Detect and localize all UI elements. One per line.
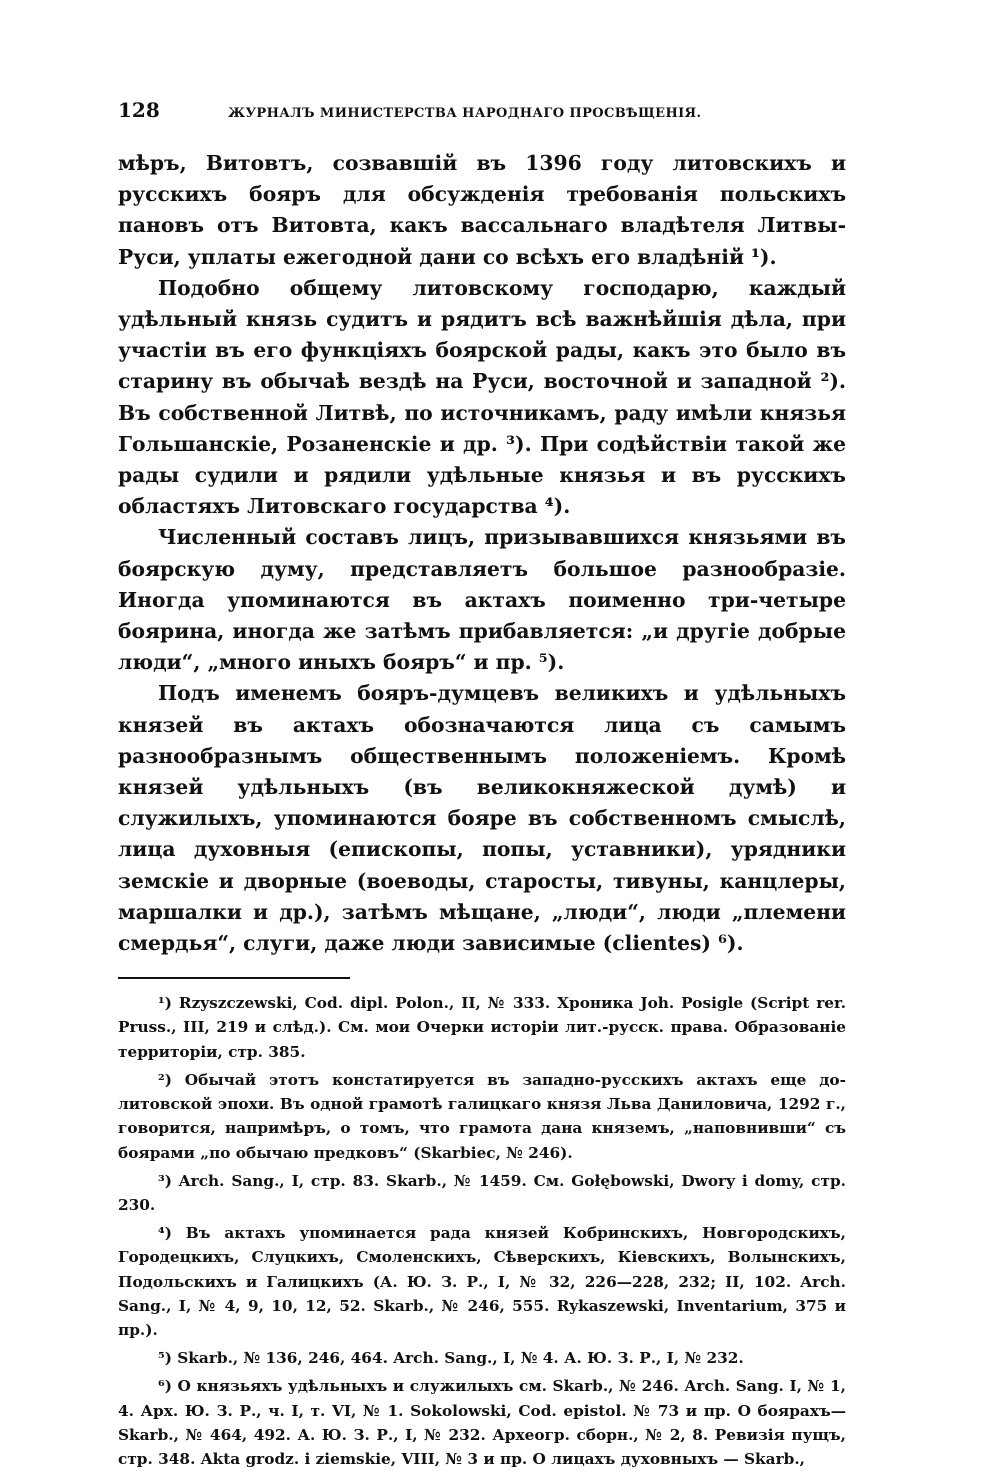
- footnotes: [118, 991, 846, 1471]
- page: [118, 98, 846, 1475]
- running-title: ЖУРНАЛЪ МИНИСТЕРСТВА НАРОДНАГО ПРОСВѢЩЕНІЯ.: [228, 106, 702, 121]
- footnote: ³) Arch. Sang., I, стр. 83. Skarb., № 1459. См. Gołębowski, Dwory i domy, стр. 230.: [118, 1171, 846, 1214]
- paragraph: Подъ именемъ бояръ-думцевъ великихъ и удѣльныхъ князей въ актахъ обозначаются лица съ самымъ разнообразнымъ общественнымъ положеніемъ. Кромѣ князей удѣльныхъ (въ великокняжеской думѣ) и служилыхъ, упоминаются бояре въ собственномъ смыслѣ, лица духовныя (епископы, попы, уставники), урядники земскіе и дворные (воеводы, старосты, тивуны, канцлеры, маршалки и др.), затѣмъ мѣщане, „люди“, люди „племени смердья“, слуги, даже люди зависимые (clientes) ⁶).: [118, 681, 846, 956]
- footnote: ⁴) Въ актахъ упоминается рада князей Кобринскихъ, Новгородскихъ, Городецкихъ, Слуцкихъ, Смоленскихъ, Сѣверскихъ, Кіевскихъ, Волынскихъ, Подольскихъ и Галицкихъ (А. Ю. З. Р., I, № 32, 226—228, 232; II, 102. Arch. Sang., I, № 4, 9, 10, 12, 52. Skarb., № 246, 555. Rykaszewski, Inventarium, 375 и пр.).: [118, 1224, 846, 1339]
- footnote: ⁶) О князьяхъ удѣльныхъ и служилыхъ см. Skarb., № 246. Arch. Sang. I, № 1, 4. Арх. Ю. З. Р., ч. I, т. VI, № 1. Sokolowski, Cod. epistol. № 73 и пр. О боярахъ— Skarb., № 464, 492. А. Ю. З. Р., I, № 232. Археогр. сборн., № 2, 8. Ревизія пущъ, стр. 348. Akta grodz. i ziemskie, VIII, № 3 и пр. О лицахъ духовныхъ — Skarb.,: [118, 1377, 846, 1468]
- paragraph: Подобно общему литовскому господарю, каждый удѣльный князь судитъ и рядитъ всѣ важнѣйшія дѣла, при участіи въ его функціяхъ боярской рады, какъ это было въ старину въ обычаѣ вездѣ на Руси, восточной и западной ²). Въ собственной Литвѣ, по источникамъ, раду имѣли князья Гольшанскіе, Розаненскіе и др. ³). При содѣйствіи такой же рады судили и рядили удѣльные князья и въ русскихъ областяхъ Литовскаго государства ⁴).: [118, 275, 846, 519]
- body-text: [118, 148, 846, 959]
- page-number: 128: [118, 98, 160, 122]
- footnote: ¹) Rzyszczewski, Cod. dipl. Polon., II, № 333. Хроника Joh. Posigle (Script rer. Pruss., III, 219 и слѣд.). См. мои Очерки исторіи лит.-русск. права. Образованіе территоріи, стр. 385.: [118, 994, 846, 1061]
- footnote: ²) Обычай этотъ констатируется въ западно-русскихъ актахъ еще до-литовской эпохи. Въ одной грамотѣ галицкаго князя Льва Даниловича, 1292 г., говорится, напримѣръ, о томъ, что грамота дана княземъ, „наповнивши“ съ боярами „по обычаю предковъ“ (Skarbiec, № 246).: [118, 1070, 846, 1162]
- page-header: [118, 98, 846, 132]
- paragraph-continued: мѣръ, Витовтъ, созвавшій въ 1396 году литовскихъ и русскихъ бояръ для обсужденія требованія польскихъ пановъ отъ Витовта, какъ вассальнаго владѣтеля Литвы-Руси, уплаты ежегодной дани со всѣхъ его владѣній ¹).: [118, 151, 846, 269]
- footnote: ⁵) Skarb., № 136, 246, 464. Arch. Sang., I, № 4. А. Ю. З. Р., I, № 232.: [158, 1349, 744, 1368]
- footnote-divider: [118, 977, 350, 979]
- paragraph: Численный составъ лицъ, призывавшихся князьями въ боярскую думу, представляетъ большое разнообразіе. Иногда упоминаются въ актахъ поименно три-четыре боярина, иногда же затѣмъ прибавляется: „и другіе добрые люди“, „много иныхъ бояръ“ и пр. ⁵).: [118, 525, 846, 675]
